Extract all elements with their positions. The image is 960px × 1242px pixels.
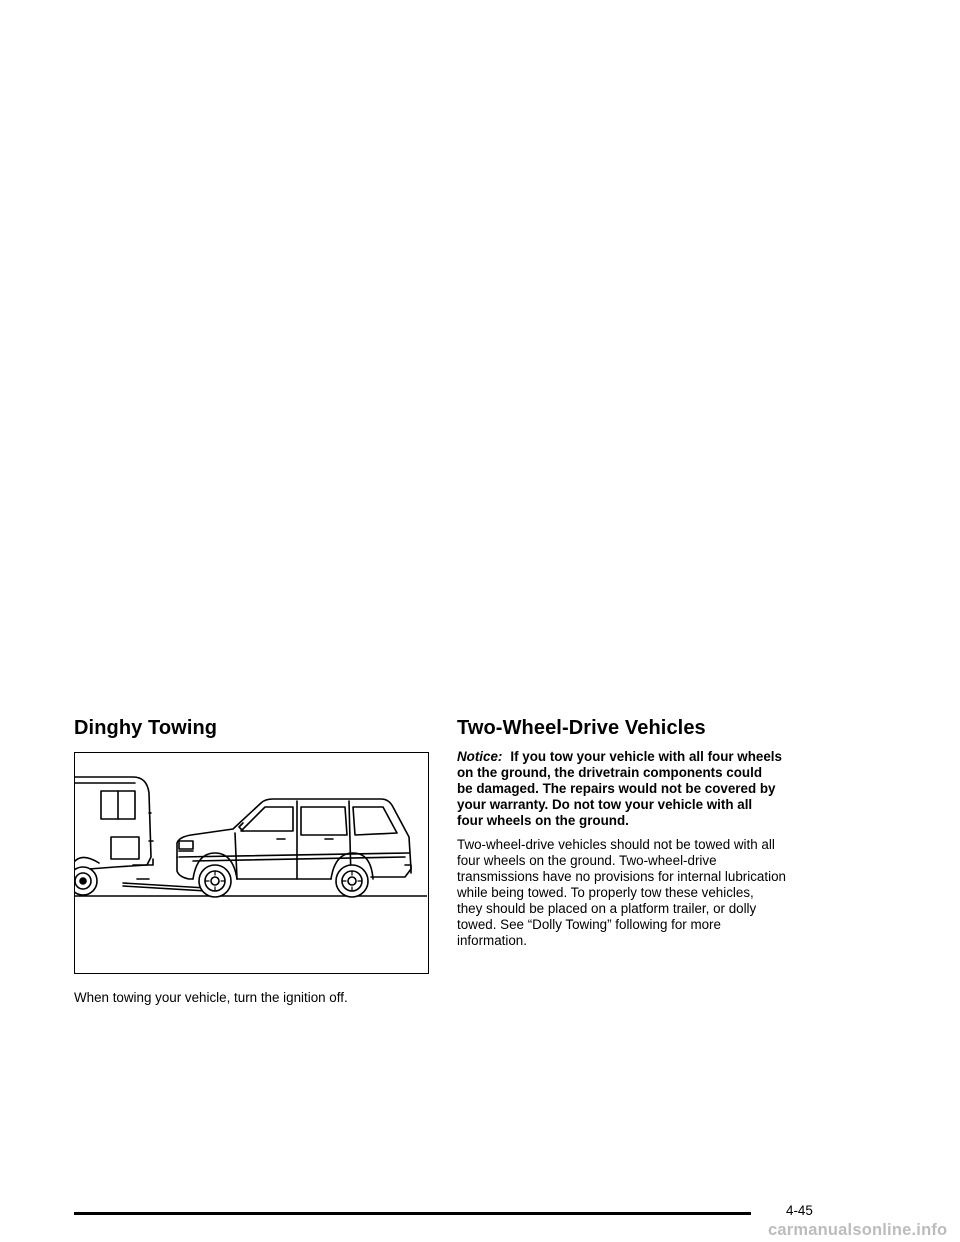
notice-block xyxy=(457,749,817,829)
notice-line: four wheels on the ground. xyxy=(457,813,629,828)
body-line: while being towed. To properly tow these vehicles, xyxy=(457,885,754,900)
page-number: 4-45 xyxy=(786,1203,813,1218)
body-line: they should be placed on a platform trailer, or dolly xyxy=(457,901,757,916)
motorhome-drawing xyxy=(75,777,153,895)
notice-line: your warranty. Do not tow your vehicle with all xyxy=(457,797,753,812)
body-line: four wheels on the ground. Two-wheel-drive xyxy=(457,853,717,868)
body-line: Two-wheel-drive vehicles should not be towed with all xyxy=(457,837,775,852)
body-line: transmissions have no provisions for internal lubrication xyxy=(457,869,786,884)
figure-caption: When towing your vehicle, turn the ignition off. xyxy=(74,990,348,1005)
suv-drawing xyxy=(177,799,411,897)
notice-line: be damaged. The repairs would not be covered by xyxy=(457,781,776,796)
body-paragraph xyxy=(457,837,817,949)
body-line: towed. See “Dolly Towing” following for more xyxy=(457,917,721,932)
footer-rule xyxy=(74,1212,751,1215)
right-column xyxy=(457,716,817,949)
section-heading-two-wheel-drive: Two-Wheel-Drive Vehicles xyxy=(457,717,706,739)
dinghy-towing-illustration xyxy=(74,752,429,974)
section-heading-dinghy-towing: Dinghy Towing xyxy=(74,717,218,739)
notice-line: If you tow your vehicle with all four wheels xyxy=(510,749,782,764)
left-column xyxy=(74,716,432,740)
notice-line: on the ground, the drivetrain components could xyxy=(457,765,763,780)
watermark: carmanualsonline.info xyxy=(768,1221,948,1239)
notice-label: Notice: xyxy=(457,749,503,764)
body-line: information. xyxy=(457,933,527,948)
